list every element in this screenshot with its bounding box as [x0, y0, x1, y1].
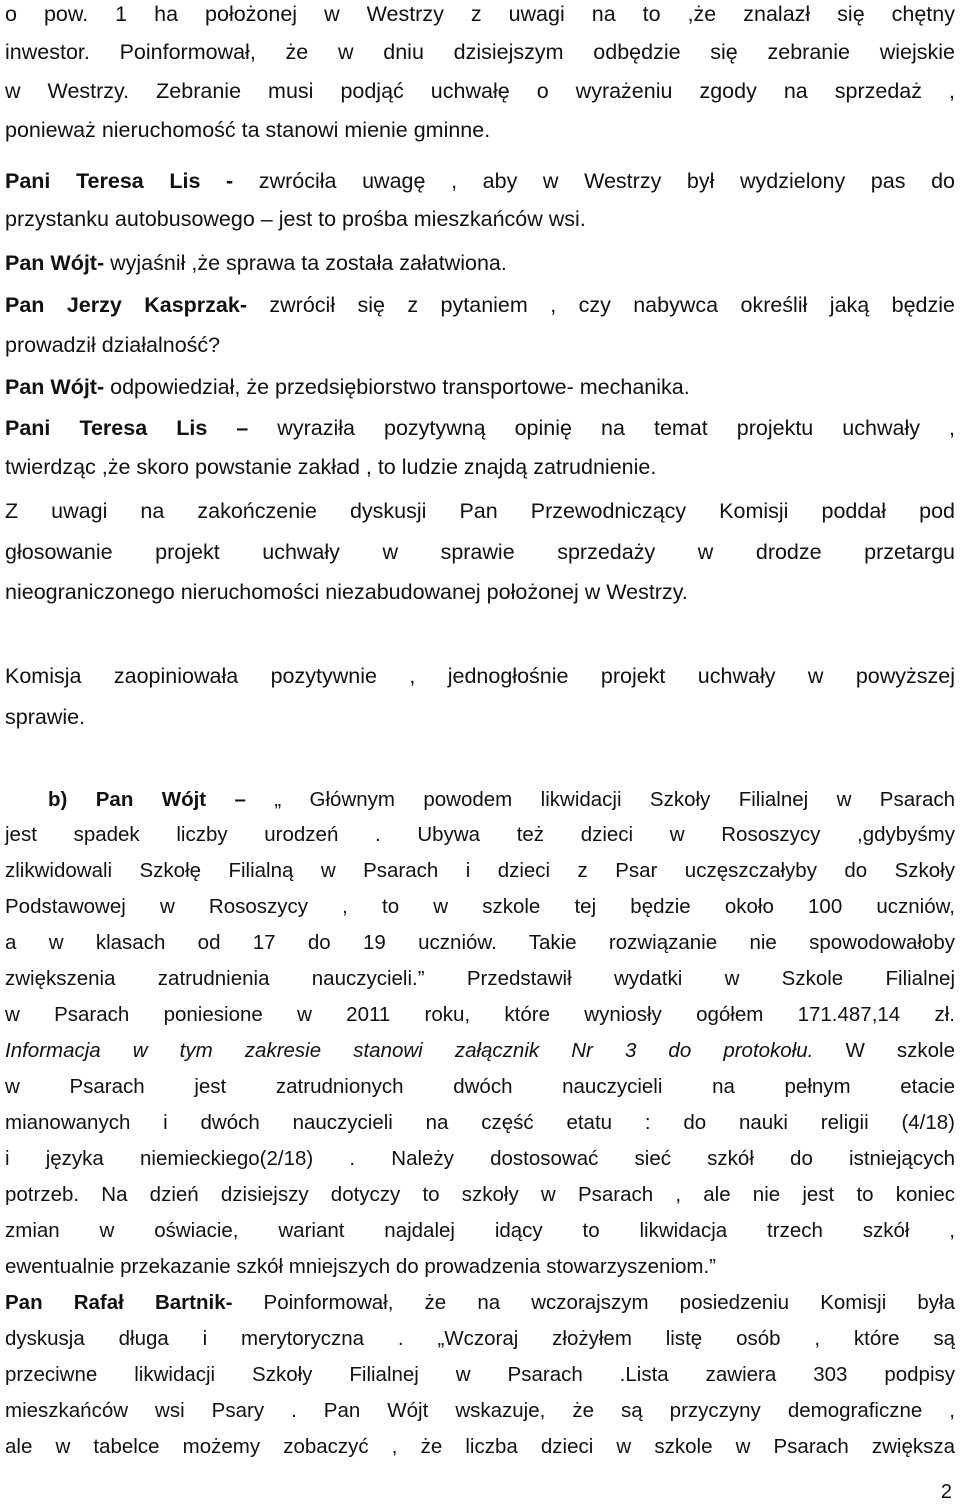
text-line	[5, 1357, 955, 1393]
line-text: odpowiedział, że przedsiębiorstwo transportowe- mechanika.	[110, 375, 690, 399]
line-text: W szkole	[813, 1039, 955, 1062]
line-text: potrzeb. Na dzień dzisiejszy dotyczy to szkoły w Psarach , ale nie jest to koniec	[5, 1183, 955, 1206]
text-line	[5, 410, 955, 446]
speaker-name: Pani Teresa Lis –	[5, 416, 278, 440]
line-text-italic: Informacja w tym zakresie stanowi załącznik Nr 3 do protokołu.	[5, 1039, 814, 1062]
line-text: i języka niemieckiego(2/18) . Należy dostosować sieć szkół do istniejących	[5, 1147, 955, 1170]
line-text: nieograniczonego nieruchomości niezabudowanej położonej w Westrzy.	[5, 580, 688, 604]
text-line	[5, 1285, 955, 1321]
line-text: Podstawowej w Rososzycy , to w szkole tej będzie około 100 uczniów,	[5, 895, 955, 918]
line-text: twierdząc ,że skoro powstanie zakład , to ludzie znajdą zatrudnienie.	[5, 455, 657, 479]
text-line	[5, 1141, 955, 1177]
text-line	[5, 961, 955, 997]
line-text: zmian w oświacie, wariant najdalej idący to likwidacja trzech szkół ,	[5, 1219, 955, 1242]
text-line	[5, 699, 955, 735]
line-text: w Westrzy. Zebranie musi podjąć uchwałę o wyrażeniu zgody na sprzedaż ,	[5, 79, 955, 103]
text-line	[5, 1321, 955, 1357]
text-line	[5, 658, 955, 694]
line-text: zwrócił się z pytaniem , czy nabywca określił jaką będzie	[269, 293, 955, 317]
text-line	[5, 163, 955, 199]
line-text: mieszkańców wsi Psary . Pan Wójt wskazuje, że są przyczyny demograficzne ,	[5, 1399, 955, 1422]
line-text: mianowanych i dwóch nauczycieli na część etatu : do nauki religii (4/18)	[5, 1111, 955, 1134]
line-text: o pow. 1 ha położonej w Westrzy z uwagi na to ,że znalazł się chętny	[5, 2, 955, 26]
line-text: ponieważ nieruchomość ta stanowi mienie gminne.	[5, 118, 491, 142]
text-line	[5, 201, 955, 237]
text-line	[5, 369, 955, 405]
text-line	[5, 1069, 955, 1105]
line-text: w Psarach poniesione w 2011 roku, które wyniosły ogółem 171.487,14 zł.	[5, 1003, 955, 1026]
speaker-name: Pan Rafał Bartnik-	[5, 1291, 264, 1314]
line-text: zwróciła uwagę , aby w Westrzy był wydzielony pas do	[258, 169, 955, 193]
text-line	[5, 327, 955, 363]
text-line	[5, 534, 955, 570]
line-text: a w klasach od 17 do 19 uczniów. Takie rozwiązanie nie spowodowałoby	[5, 931, 955, 954]
line-text: głosowanie projekt uchwały w sprawie sprzedaży w drodze przetargu	[5, 540, 955, 564]
text-line	[5, 1177, 955, 1213]
line-text: prowadził działalność?	[5, 333, 221, 357]
text-line	[5, 73, 955, 109]
line-text: jest spadek liczby urodzeń . Ubywa też dzieci w Rososzycy ,gdybyśmy	[5, 823, 955, 846]
text-line	[5, 449, 955, 485]
text-line	[5, 1249, 955, 1285]
speaker-name: Pan Jerzy Kasprzak-	[5, 293, 270, 317]
line-text: Z uwagi na zakończenie dyskusji Pan Przewodniczący Komisji poddał pod	[5, 499, 955, 523]
line-text: Komisja zaopiniowała pozytywnie , jednogłośnie projekt uchwały w powyższej	[5, 664, 955, 688]
text-line	[5, 34, 955, 70]
text-line	[5, 493, 955, 529]
line-text: przystanku autobusowego – jest to prośba mieszkańców wsi.	[5, 207, 586, 231]
speaker-name: Pan Wójt-	[5, 251, 111, 275]
text-line	[5, 889, 955, 925]
line-text: ale w tabelce możemy zobaczyć , że liczba dzieci w szkole w Psarach zwiększa	[5, 1435, 955, 1458]
text-line	[5, 1105, 955, 1141]
text-line	[5, 925, 955, 961]
speaker-name: b) Pan Wójt –	[48, 788, 275, 811]
text-line	[48, 782, 955, 818]
text-line	[5, 997, 955, 1033]
text-line	[5, 1213, 955, 1249]
line-text: zlikwidowali Szkołę Filialną w Psarach i dzieci z Psar uczęszczałyby do Szkoły	[5, 859, 955, 882]
text-line	[5, 853, 955, 889]
text-line	[5, 817, 955, 853]
text-line	[5, 287, 955, 323]
line-text: dyskusja długa i merytoryczna . „Wczoraj złożyłem listę osób , które są	[5, 1327, 955, 1350]
line-text: inwestor. Poinformował, że w dniu dzisiejszym odbędzie się zebranie wiejskie	[5, 40, 955, 64]
line-text: wyraziła pozytywną opinię na temat projektu uchwały ,	[277, 416, 955, 440]
speaker-name: Pani Teresa Lis -	[5, 169, 259, 193]
line-text: „ Głównym powodem likwidacji Szkoły Filialnej w Psarach	[274, 788, 955, 811]
text-line	[5, 112, 955, 148]
line-text: wyjaśnił ,że sprawa ta została załatwiona.	[110, 251, 507, 275]
line-text: sprawie.	[5, 705, 86, 729]
speaker-name: Pan Wójt-	[5, 375, 111, 399]
text-line	[5, 1033, 955, 1069]
line-text: Poinformował, że na wczorajszym posiedzeniu Komisji była	[263, 1291, 955, 1314]
line-text: ewentualnie przekazanie szkół mniejszych do prowadzenia stowarzyszeniom.”	[5, 1255, 717, 1278]
line-text: w Psarach jest zatrudnionych dwóch nauczycieli na pełnym etacie	[5, 1075, 955, 1098]
text-line	[5, 245, 955, 281]
text-line	[5, 1393, 955, 1429]
text-line	[5, 1429, 955, 1465]
line-text: przeciwne likwidacji Szkoły Filialnej w Psarach .Lista zawiera 303 podpisy	[5, 1363, 955, 1386]
line-text: zwiększenia zatrudnienia nauczycieli.” Przedstawił wydatki w Szkole Filialnej	[5, 967, 955, 990]
text-line	[5, 574, 955, 610]
page-number: 2	[940, 1481, 952, 1503]
text-line	[5, 0, 955, 32]
